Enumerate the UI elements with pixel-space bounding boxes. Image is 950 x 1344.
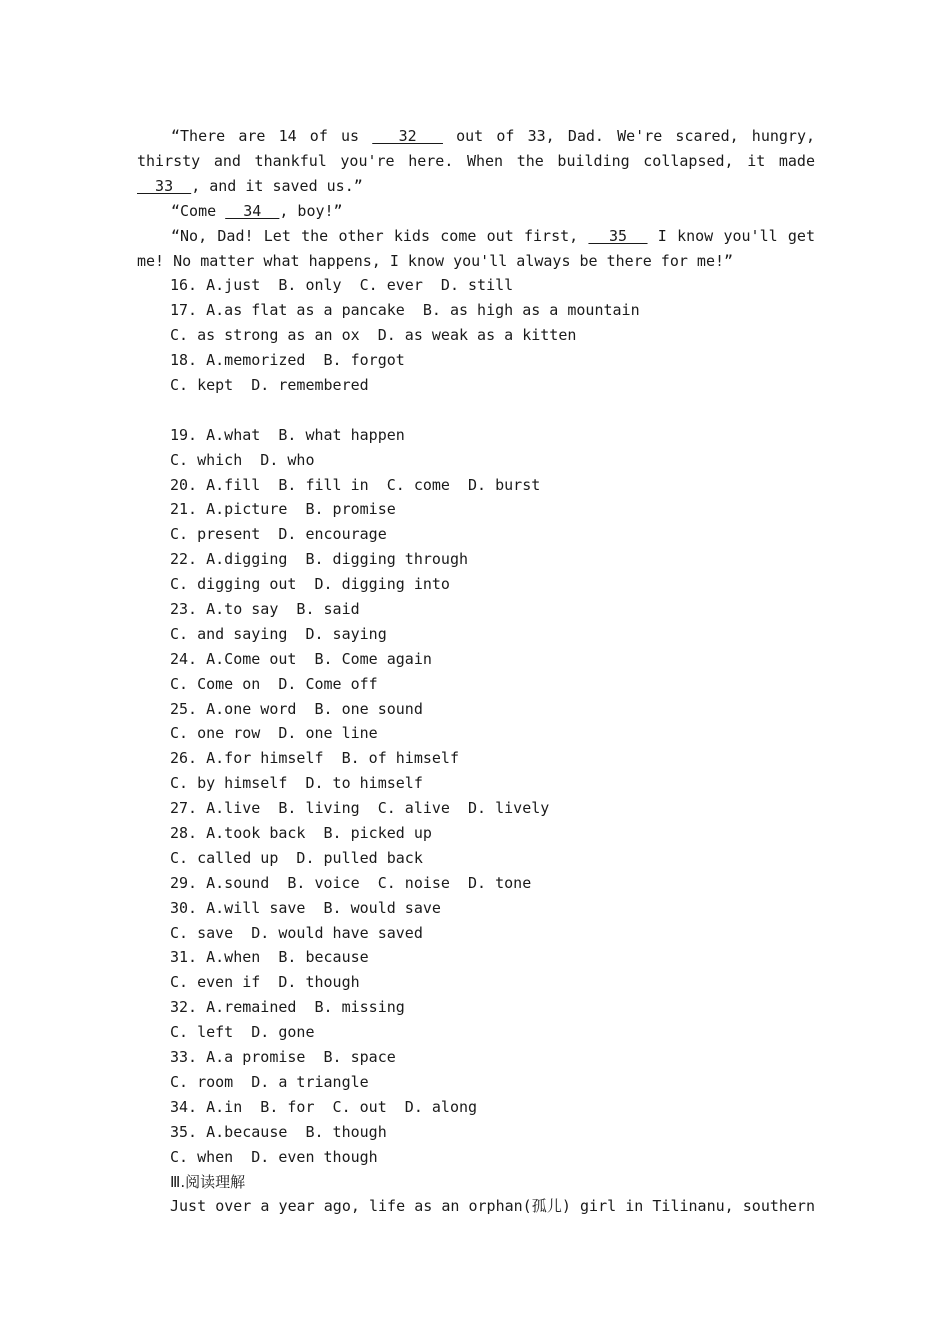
question-line: 28. A.took back B. picked up [170, 824, 432, 843]
question-line: 20. A.fill B. fill in C. come D. burst [170, 475, 541, 494]
question-line: C. room D. a triangle [170, 1072, 369, 1091]
question-line: C. left D. gone [170, 1023, 315, 1042]
document-page [137, 124, 815, 1219]
question-line: 27. A.live B. living C. alive D. lively [170, 799, 550, 818]
blank-line [137, 398, 815, 423]
question-line: 31. A.when B. because [170, 948, 369, 967]
question-line: C. even if D. though [170, 973, 360, 992]
question-line: 25. A.one word B. one sound [170, 699, 423, 718]
question-line: 29. A.sound B. voice C. noise D. tone [170, 873, 532, 892]
question-line: 35. A.because B. though [170, 1122, 387, 1141]
question-line: C. one row D. one line [170, 724, 378, 743]
question-line: 23. A.to say B. said [170, 600, 360, 619]
passage-paragraph-2 [137, 199, 815, 224]
question-list [137, 273, 815, 1169]
section-intro: Just over a year ago, life as an orphan(孤儿) girl in Tilinanu, southern [170, 1197, 815, 1216]
question-line: C. as strong as an ox D. as weak as a kitten [170, 326, 577, 345]
question-line: C. digging out D. digging into [170, 575, 450, 594]
text-run: I know you'll get me! No matter what happens, I know you'll always be there for me!” [137, 226, 815, 270]
question-line: C. by himself D. to himself [170, 774, 423, 793]
question-line: C. when D. even though [170, 1147, 378, 1166]
question-line: 26. A.for himself B. of himself [170, 749, 459, 768]
section-heading: Ⅲ.阅读理解 [170, 1172, 246, 1191]
question-line: C. called up D. pulled back [170, 848, 423, 867]
question-line: C. present D. encourage [170, 525, 387, 544]
text-run: out of 33, Dad. We're scared, hungry, thirsty and thankful you're here. When the building collapsed, it made [137, 127, 816, 170]
question-line: 22. A.digging B. digging through [170, 550, 469, 569]
question-line: 34. A.in B. for C. out D. along [170, 1097, 478, 1116]
blank-33: 33 [137, 176, 192, 195]
question-line: 32. A.remained B. missing [170, 998, 405, 1017]
question-line: 24. A.Come out B. Come again [170, 649, 432, 668]
question-line: 19. A.what B. what happen [170, 425, 405, 444]
question-line: 17. A.as flat as a pancake B. as high as a mountain [170, 301, 640, 320]
question-line: C. which D. who [170, 450, 315, 469]
question-line: 21. A.picture B. promise [170, 500, 396, 519]
question-line: C. Come on D. Come off [170, 674, 378, 693]
question-line: 33. A.a promise B. space [170, 1048, 396, 1067]
question-line: 30. A.will save B. would save [170, 898, 441, 917]
question-line: 16. A.just B. only C. ever D. still [170, 276, 514, 295]
text-run: “There are 14 of us [171, 127, 373, 145]
blank-34: 34 [225, 201, 280, 220]
question-line: 18. A.memorized B. forgot [170, 351, 405, 370]
passage-paragraph-1 [137, 124, 815, 199]
question-line: C. save D. would have saved [170, 923, 423, 942]
question-line: C. kept D. remembered [170, 376, 369, 394]
blank-32: 32 [372, 127, 443, 145]
text-run: “No, Dad! Let the other kids come out first, [171, 226, 589, 245]
text-run: , and it saved us.” [191, 176, 363, 195]
question-line: C. and saying D. saying [170, 624, 387, 643]
blank-35: 35 [588, 226, 648, 245]
text-run: “Come [171, 201, 226, 220]
passage-paragraph-3 [137, 224, 815, 274]
text-run: , boy!” [279, 201, 343, 220]
